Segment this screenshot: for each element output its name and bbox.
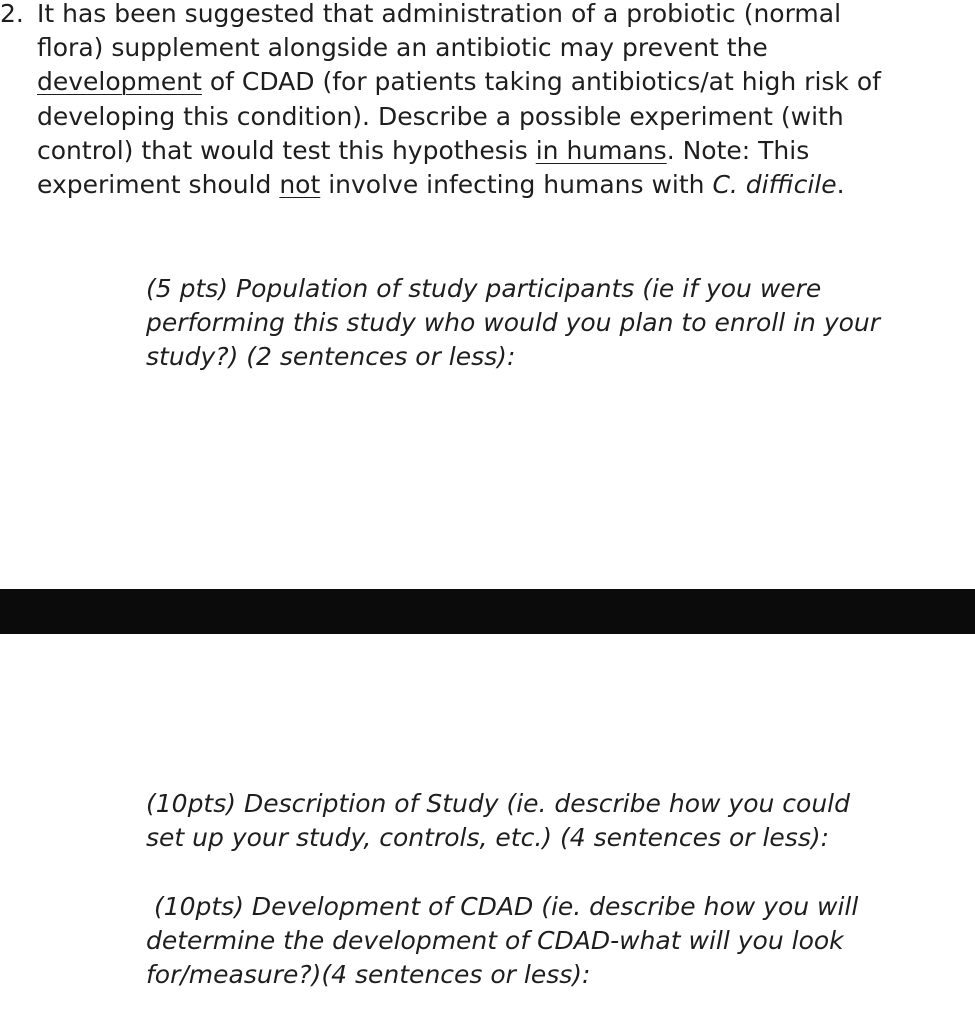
- underlined-term-development: development: [37, 67, 202, 97]
- question-text-segment: It has been suggested that administration of a probiotic (normal: [37, 0, 842, 28]
- question-text-segment: control) that would test this hypothesis: [37, 135, 536, 165]
- question-line: [37, 0, 937, 31]
- question-text-segment: . Note: This: [666, 135, 810, 165]
- underlined-term-not: not: [279, 170, 321, 200]
- black-divider-bar: [0, 589, 975, 634]
- question-line: [37, 65, 937, 99]
- question-text: [37, 0, 937, 202]
- underlined-term-in-humans: in humans: [535, 135, 667, 165]
- question-number: 2.: [0, 0, 24, 28]
- question-text-segment: .: [836, 170, 845, 200]
- prompt-line: (10pts) Description of Study (ie. describe how you could: [146, 789, 850, 818]
- question-text-segment: of CDAD (for patients taking antibiotics/at high risk of: [201, 67, 881, 97]
- part-description-prompt: [146, 787, 946, 855]
- prompt-line: performing this study who would you plan to enroll in your: [146, 308, 881, 338]
- question-text-segment: flora) supplement alongside an antibiotic may prevent the: [37, 33, 768, 63]
- prompt-line: determine the development of CDAD-what will you look: [146, 926, 844, 956]
- prompt-line: set up your study, controls, etc.) (4 sentences or less):: [146, 823, 830, 853]
- question-line: [37, 134, 937, 168]
- part-development-prompt: [146, 890, 946, 993]
- prompt-line: for/measure?)(4 sentences or less):: [146, 960, 591, 990]
- prompt-line: (5 pts) Population of study participants (ie if you were: [146, 274, 822, 303]
- question-text-segment: involve infecting humans with: [320, 170, 713, 200]
- question-text-segment: experiment should: [37, 170, 280, 200]
- prompt-line: study?) (2 sentences or less):: [146, 342, 516, 372]
- question-line: [37, 168, 937, 202]
- question-line: [37, 31, 937, 65]
- question-text-segment: developing this condition). Describe a possible experiment (with: [37, 101, 844, 131]
- prompt-line: (10pts) Development of CDAD (ie. describe how you will: [146, 892, 859, 921]
- question-line: [37, 100, 937, 134]
- italic-term-c-difficile: C. difficile: [712, 170, 837, 200]
- part-population-prompt: [146, 272, 946, 375]
